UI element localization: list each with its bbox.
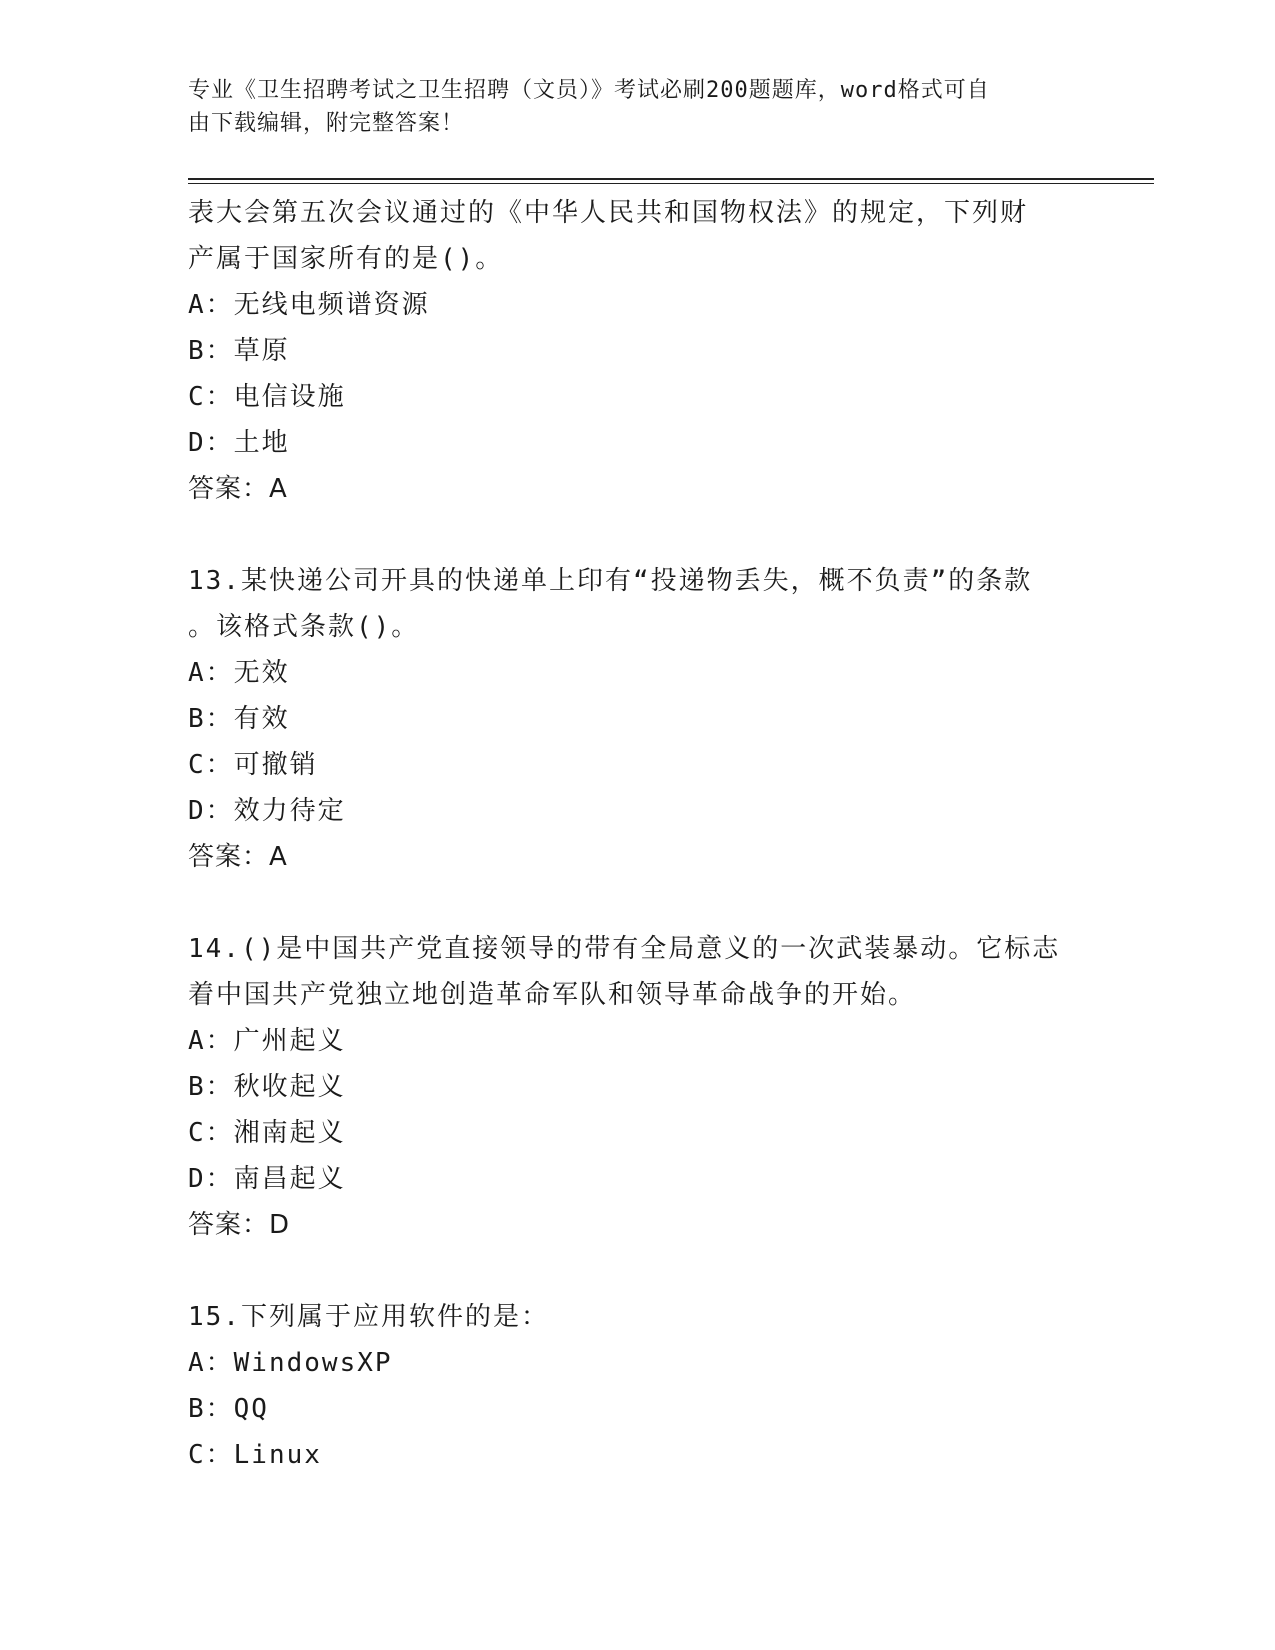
question-stem: 表大会第五次会议通过的《中华人民共和国物权法》的规定，下列财 xyxy=(188,198,1029,228)
question-stem: 15.下列属于应用软件的是： xyxy=(188,1302,549,1332)
option-a: A：广州起义 xyxy=(188,1026,346,1056)
option-d: D：土地 xyxy=(188,428,290,458)
document-header xyxy=(188,74,1088,140)
question-stem: 14.()是中国共产党直接领导的带有全局意义的一次武装暴动。它标志 xyxy=(188,934,1061,964)
question-12 xyxy=(188,190,1088,512)
question-15 xyxy=(188,1294,1088,1478)
answer-line: 答案：D xyxy=(188,1210,291,1240)
option-c: C：湘南起义 xyxy=(188,1118,346,1148)
option-a: A：无效 xyxy=(188,658,290,688)
option-c: C：Linux xyxy=(188,1440,322,1470)
option-c: C：可撤销 xyxy=(188,750,318,780)
question-spacer xyxy=(188,880,1088,926)
question-spacer xyxy=(188,1248,1088,1294)
option-b: B：有效 xyxy=(188,704,290,734)
option-a: A：无线电频谱资源 xyxy=(188,290,430,320)
question-stem: 。该格式条款()。 xyxy=(188,612,420,642)
option-d: D：效力待定 xyxy=(188,796,346,826)
question-list xyxy=(188,190,1088,1478)
header-line-2: 由下载编辑，附完整答案！ xyxy=(188,111,465,136)
answer-line: 答案：A xyxy=(188,842,288,872)
option-b: B：QQ xyxy=(188,1394,269,1424)
question-stem: 产属于国家所有的是()。 xyxy=(188,244,504,274)
question-spacer xyxy=(188,512,1088,558)
question-stem: 13.某快递公司开具的快递单上印有“投递物丢失，概不负责”的条款 xyxy=(188,566,1033,596)
option-b: B：草原 xyxy=(188,336,290,366)
option-d: D：南昌起义 xyxy=(188,1164,346,1194)
option-b: B：秋收起义 xyxy=(188,1072,346,1102)
header-divider-thick xyxy=(188,178,1154,180)
question-stem: 着中国共产党独立地创造革命军队和领导革命战争的开始。 xyxy=(188,980,917,1010)
option-a: A：WindowsXP xyxy=(188,1348,393,1378)
header-line-1: 专业《卫生招聘考试之卫生招聘（文员）》考试必刷200题题库，word格式可自 xyxy=(188,78,990,103)
header-divider-thin xyxy=(188,183,1154,184)
question-13 xyxy=(188,558,1088,880)
option-c: C：电信设施 xyxy=(188,382,346,412)
answer-line: 答案：A xyxy=(188,474,288,504)
question-14 xyxy=(188,926,1088,1248)
